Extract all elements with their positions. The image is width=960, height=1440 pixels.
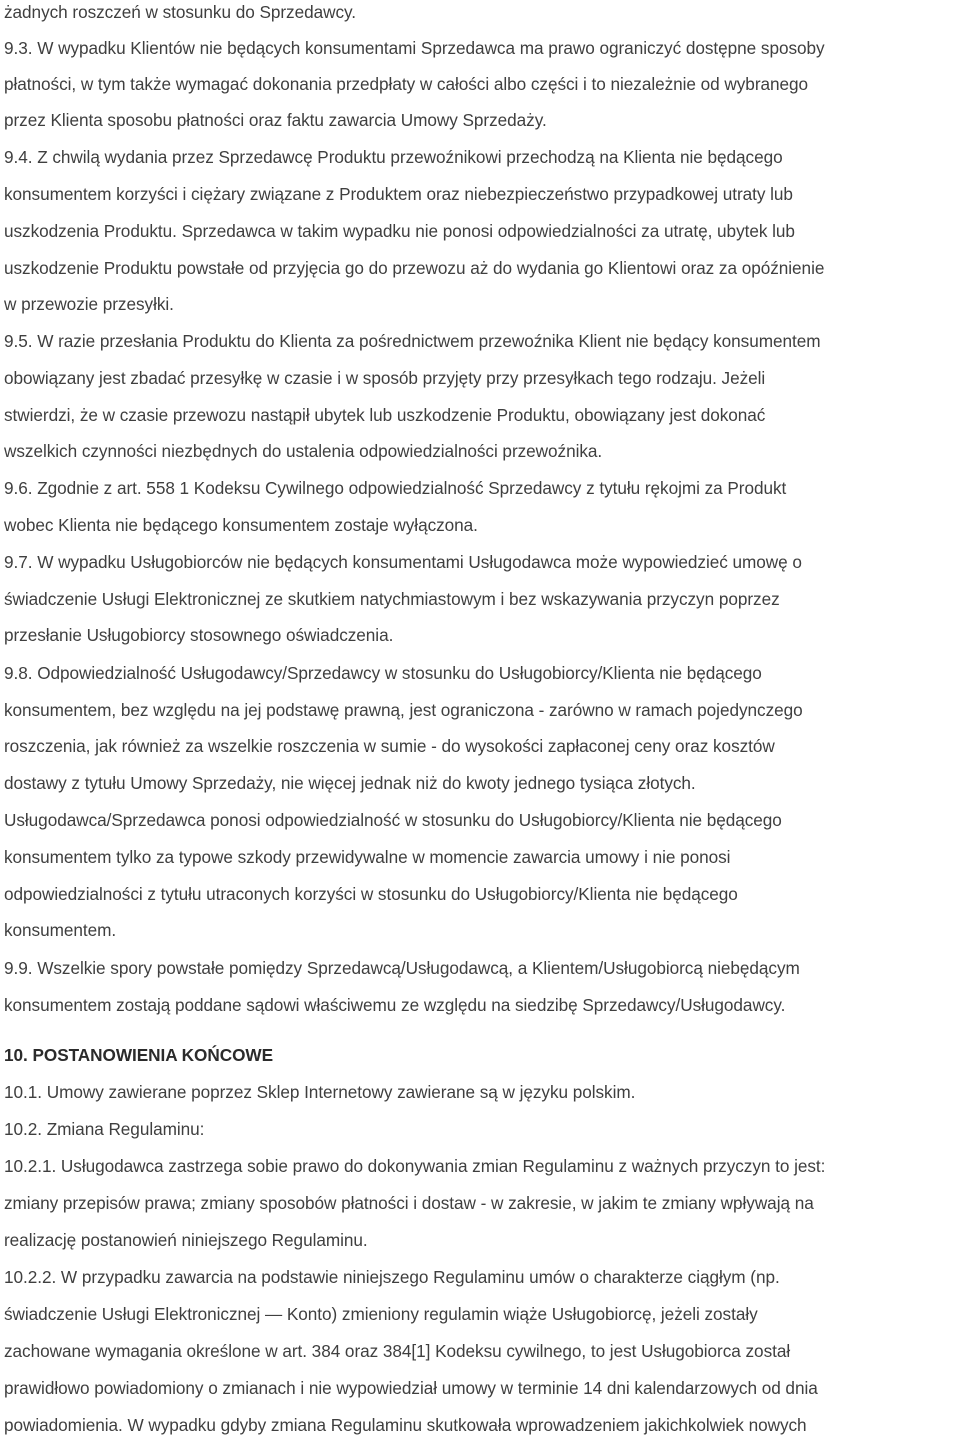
text-line: konsumentem korzyści i ciężary związane z Produktem oraz niebezpieczeństwo przypadkowej utraty lub — [4, 184, 793, 204]
text-line: 9.9. Wszelkie spory powstałe pomiędzy Sprzedawcą/Usługodawcą, a Klientem/Usługobiorcą niebędącym — [4, 958, 800, 978]
text-line: 9.7. W wypadku Usługobiorców nie będących konsumentami Usługodawca może wypowiedzieć umowę o — [4, 552, 802, 572]
text-line: 9.5. W razie przesłania Produktu do Klienta za pośrednictwem przewoźnika Klient nie będący konsumentem — [4, 331, 821, 351]
text-line: konsumentem zostają poddane sądowi właściwemu ze względu na siedzibę Sprzedawcy/Usługodawcy. — [4, 995, 786, 1015]
text-line: roszczenia, jak również za wszelkie roszczenia w sumie - do wysokości zapłaconej ceny oraz kosztów — [4, 736, 775, 756]
text-line: Usługodawca/Sprzedawca ponosi odpowiedzialność w stosunku do Usługobiorcy/Klienta nie będącego — [4, 810, 782, 830]
section-heading: 10. POSTANOWIENIA KOŃCOWE — [4, 1045, 273, 1065]
text-line: obowiązany jest zbadać przesyłkę w czasie i w sposób przyjęty przy przesyłkach tego rodzaju. Jeżeli — [4, 368, 766, 388]
text-line: prawidłowo powiadomiony o zmianach i nie wypowiedział umowy w terminie 14 dni kalendarzowych od dnia — [4, 1378, 818, 1398]
text-line: konsumentem. — [4, 920, 117, 940]
text-line: konsumentem tylko za typowe szkody przewidywalne w momencie zawarcia umowy i nie ponosi — [4, 847, 731, 867]
text-line: świadczenie Usługi Elektronicznej — Konto) zmieniony regulamin wiąże Usługobiorcę, jeżeli zostały — [4, 1304, 758, 1324]
text-line: 9.6. Zgodnie z art. 558 1 Kodeksu Cywilnego odpowiedzialność Sprzedawcy z tytułu rękojmi za Produkt — [4, 478, 787, 498]
text-line: 9.8. Odpowiedzialność Usługodawcy/Sprzedawcy w stosunku do Usługobiorcy/Klienta nie będącego — [4, 663, 762, 683]
text-line: wobec Klienta nie będącego konsumentem zostaje wyłączona. — [4, 515, 478, 535]
text-line: uszkodzenie Produktu powstałe od przyjęcia go do przewozu aż do wydania go Klientowi oraz za opóźnienie — [4, 258, 825, 278]
text-line: uszkodzenia Produktu. Sprzedawca w takim wypadku nie ponosi odpowiedzialności za utratę, ubytek lub — [4, 221, 795, 241]
text-line: 9.4. Z chwilą wydania przez Sprzedawcę Produktu przewoźnikowi przechodzą na Klienta nie będącego — [4, 147, 783, 167]
text-line: realizację postanowień niniejszego Regulaminu. — [4, 1230, 368, 1250]
text-line: 10.2.2. W przypadku zawarcia na podstawie niniejszego Regulaminu umów o charakterze ciągłym (np. — [4, 1267, 780, 1287]
text-line: zachowane wymagania określone w art. 384 oraz 384[1] Kodeksu cywilnego, to jest Usługobiorca został — [4, 1341, 791, 1361]
text-line: powiadomienia. W wypadku gdyby zmiana Regulaminu skutkowała wprowadzeniem jakichkolwiek nowych — [4, 1415, 807, 1435]
text-line: przez Klienta sposobu płatności oraz faktu zawarcia Umowy Sprzedaży. — [4, 110, 547, 130]
text-line: wszelkich czynności niezbędnych do ustalenia odpowiedzialności przewoźnika. — [4, 441, 603, 461]
text-line: żadnych roszczeń w stosunku do Sprzedawcy. — [4, 2, 357, 22]
text-line: 10.2.1. Usługodawca zastrzega sobie prawo do dokonywania zmian Regulaminu z ważnych przyczyn to jest: — [4, 1156, 826, 1176]
text-line: świadczenie Usługi Elektronicznej ze skutkiem natychmiastowym i bez wskazywania przyczyn poprzez — [4, 589, 780, 609]
text-line: 10.1. Umowy zawierane poprzez Sklep Internetowy zawierane są w języku polskim. — [4, 1082, 636, 1102]
text-line: odpowiedzialności z tytułu utraconych korzyści w stosunku do Usługobiorcy/Klienta nie będącego — [4, 884, 738, 904]
text-line: stwierdzi, że w czasie przewozu nastąpił ubytek lub uszkodzenie Produktu, obowiązany jest dokonać — [4, 405, 766, 425]
text-line: konsumentem, bez względu na jej podstawę prawną, jest ograniczona - zarówno w ramach pojedynczego — [4, 700, 803, 720]
text-line: 9.3. W wypadku Klientów nie będących konsumentami Sprzedawca ma prawo ograniczyć dostępne sposoby — [4, 38, 825, 58]
text-line: dostawy z tytułu Umowy Sprzedaży, nie więcej jednak niż do kwoty jednego tysiąca złotych. — [4, 773, 696, 793]
text-line: przesłanie Usługobiorcy stosownego oświadczenia. — [4, 625, 394, 645]
text-line: zmiany przepisów prawa; zmiany sposobów płatności i dostaw - w zakresie, w jakim te zmiany wpływają na — [4, 1193, 814, 1213]
text-line: w przewozie przesyłki. — [4, 294, 174, 314]
text-line: 10.2. Zmiana Regulaminu: — [4, 1119, 205, 1139]
text-line: płatności, w tym także wymagać dokonania przedpłaty w całości albo części i to niezależnie od wybranego — [4, 74, 809, 94]
